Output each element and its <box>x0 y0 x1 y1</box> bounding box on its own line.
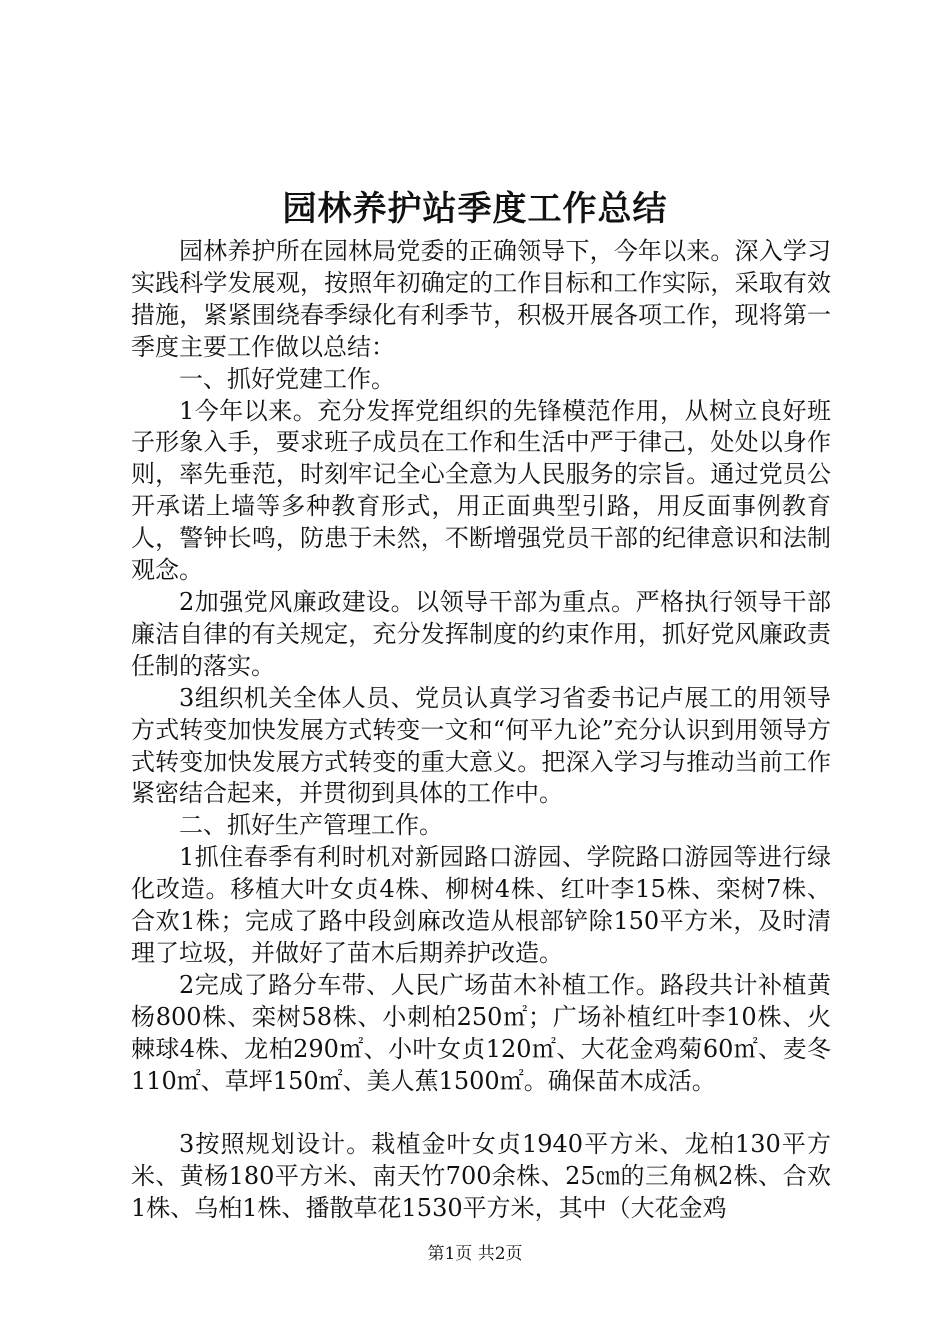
page-footer: 第1页 共2页 <box>427 1244 523 1264</box>
paragraph-party-2: 2加强党风廉政建设。以领导干部为重点。严格执行领导干部廉洁自律的有关规定，充分发挥制度的约束作用，抓好党风廉政责任制的落实。 <box>131 587 831 680</box>
paragraph-production-3: 3按照规划设计。栽植金叶女贞1940平方米、龙柏130平方米、黄杨180平方米、南天竹700余株、25㎝的三角枫2株、合欢1株、乌桕1株、播散草花1530平方米，其中（大花金鸡 <box>131 1130 831 1223</box>
paragraph-intro: 园林养护所在园林局党委的正确领导下，今年以来。深入学习实践科学发展观，按照年初确定的工作目标和工作实际，采取有效措施，紧紧围绕春季绿化有利季节，积极开展各项工作，现将第一季度主要工作做以总结： <box>131 237 831 361</box>
section-heading-party-building: 一、抓好党建工作。 <box>179 364 395 393</box>
paragraph-production-1: 1抓住春季有利时机对新园路口游园、学院路口游园等进行绿化改造。移植大叶女贞4株、柳树4株、红叶李15株、栾树7株、合欢1株；完成了路中段剑麻改造从根部铲除150平方米，及时清理了垃圾，并做好了苗木后期养护改造。 <box>131 843 831 967</box>
document-body <box>131 236 831 1225</box>
document-title: 园林养护站季度工作总结 <box>282 189 668 229</box>
section-heading-production: 二、抓好生产管理工作。 <box>179 811 443 840</box>
paragraph-party-1: 1今年以来。充分发挥党组织的先锋模范作用，从树立良好班子形象入手，要求班子成员在工作和生活中严于律己，处处以身作则，率先垂范，时刻牢记全心全意为人民服务的宗旨。通过党员公开承诺上墙等多种教育形式，用正面典型引路，用反面事例教育人，警钟长鸣，防患于未然，不断增强党员干部的纪律意识和法制观念。 <box>131 396 831 585</box>
paragraph-production-2: 2完成了路分车带、人民广场苗木补植工作。路段共计补植黄杨800株、栾树58株、小刺柏250㎡；广场补植红叶李10株、火棘球4株、龙柏290㎡、小叶女贞120㎡、大花金鸡菊60㎡、麦冬110㎡、草坪150㎡、美人蕉1500㎡。确保苗木成活。 <box>131 970 831 1095</box>
paragraph-party-3: 3组织机关全体人员、党员认真学习省委书记卢展工的用领导方式转变加快发展方式转变一文和“何平九论”充分认识到用领导方式转变加快发展方式转变的重大意义。把深入学习与推动当前工作紧密结合起来，并贯彻到具体的工作中。 <box>131 683 831 808</box>
